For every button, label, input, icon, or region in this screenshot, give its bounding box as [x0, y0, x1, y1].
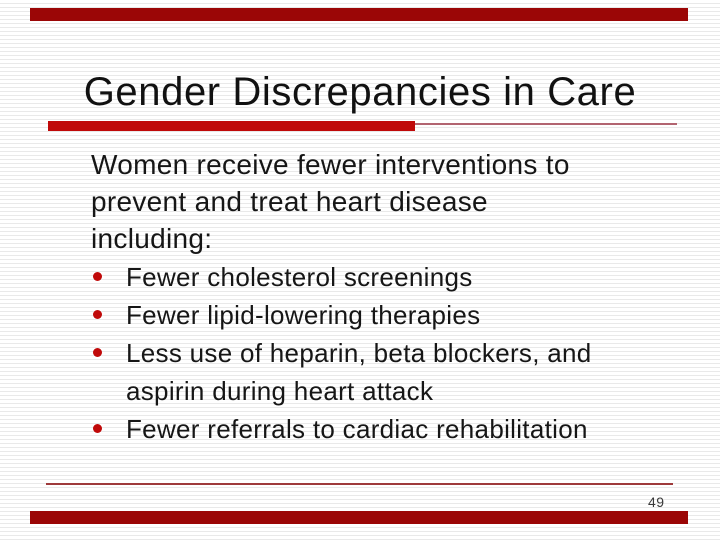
- intro-line: including:: [91, 223, 213, 254]
- bullet-item: [93, 410, 673, 448]
- bullet-line: Fewer referrals to cardiac rehabilitation: [126, 414, 588, 444]
- title-underline-rule: [415, 123, 677, 125]
- page-number: 49: [648, 494, 665, 510]
- intro-line: prevent and treat heart disease: [91, 186, 488, 217]
- bullet-dot-icon: [93, 424, 102, 433]
- bullet-dot-icon: [93, 272, 102, 281]
- bottom-accent-bar: [30, 511, 688, 524]
- bullet-item: [93, 334, 673, 410]
- bullet-line: aspirin during heart attack: [126, 376, 434, 406]
- bullet-line: Less use of heparin, beta blockers, and: [126, 338, 592, 368]
- bullet-text: [126, 296, 480, 334]
- title-underline-bar: [48, 121, 415, 131]
- bullet-text: [126, 258, 473, 296]
- bullet-dot-icon: [93, 310, 102, 319]
- bullet-text: [126, 410, 588, 448]
- bullet-list: [93, 258, 673, 448]
- top-accent-bar: [30, 8, 688, 21]
- footer-divider-line: [46, 483, 673, 485]
- bullet-item: [93, 296, 673, 334]
- bullet-line: Fewer lipid-lowering therapies: [126, 300, 481, 330]
- slide-title: Gender Discrepancies in Care: [83, 70, 637, 114]
- intro-line: Women receive fewer interventions to: [91, 149, 570, 180]
- bullet-text: [126, 334, 592, 410]
- bullet-line: Fewer cholesterol screenings: [126, 262, 473, 292]
- bullet-item: [93, 258, 673, 296]
- intro-paragraph: [91, 146, 691, 257]
- bullet-dot-icon: [93, 348, 102, 357]
